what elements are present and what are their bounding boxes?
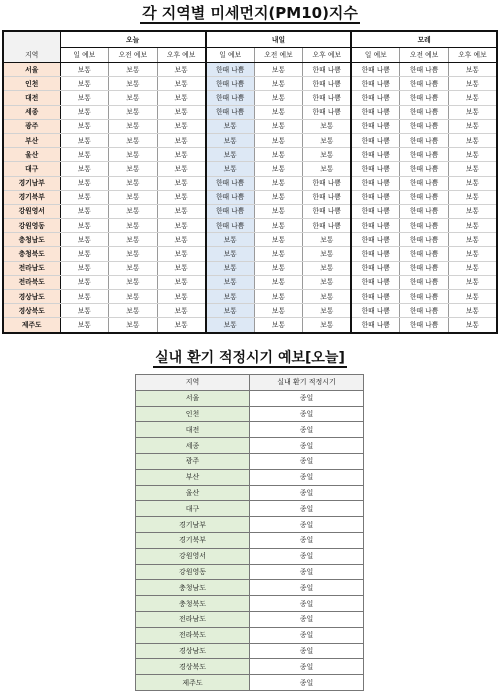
table-row: [3, 148, 497, 162]
forecast-cell: 한때 나쁨: [351, 304, 400, 318]
region-cell: 울산: [3, 148, 60, 162]
ventilation-table: [135, 374, 364, 691]
forecast-cell: 한때 나쁨: [206, 91, 255, 105]
ventilation-row: [136, 564, 364, 580]
forecast-cell: 한때 나쁨: [351, 162, 400, 176]
forecast-cell: 한때 나쁨: [400, 105, 449, 119]
forecast-cell: 보통: [109, 261, 158, 275]
forecast-cell: 보통: [206, 133, 255, 147]
forecast-cell: 한때 나쁨: [400, 204, 449, 218]
forecast-cell: 한때 나쁨: [400, 190, 449, 204]
forecast-cell: 보통: [60, 190, 109, 204]
forecast-cell: 보통: [303, 119, 352, 133]
ventilation-region-cell: 전라북도: [136, 627, 250, 643]
ventilation-row: [136, 611, 364, 627]
ventilation-row: [136, 517, 364, 533]
sub-header: 일 예보: [351, 48, 400, 63]
forecast-cell: 보통: [254, 304, 303, 318]
forecast-cell: 보통: [254, 275, 303, 289]
forecast-cell: 한때 나쁨: [351, 105, 400, 119]
forecast-cell: 보통: [157, 247, 206, 261]
forecast-cell: 한때 나쁨: [351, 204, 400, 218]
table-row: [3, 133, 497, 147]
forecast-cell: 보통: [254, 318, 303, 333]
region-header: 지역: [3, 48, 60, 63]
forecast-cell: 보통: [157, 119, 206, 133]
forecast-cell: 보통: [303, 148, 352, 162]
ventilation-region-cell: 충청남도: [136, 580, 250, 596]
table-row: [3, 290, 497, 304]
forecast-cell: 보통: [157, 91, 206, 105]
region-cell: 세종: [3, 105, 60, 119]
ventilation-value-cell: 종일: [250, 611, 364, 627]
ventilation-value-cell: 종일: [250, 469, 364, 485]
forecast-cell: 한때 나쁨: [400, 233, 449, 247]
forecast-cell: 보통: [254, 63, 303, 77]
forecast-cell: 보통: [448, 133, 497, 147]
forecast-cell: 보통: [157, 133, 206, 147]
forecast-cell: 보통: [303, 290, 352, 304]
forecast-cell: 한때 나쁨: [206, 105, 255, 119]
table-row: [3, 275, 497, 289]
forecast-cell: 보통: [157, 261, 206, 275]
ventilation-row: [136, 548, 364, 564]
forecast-cell: 한때 나쁨: [400, 91, 449, 105]
region-cell: 강원영동: [3, 219, 60, 233]
forecast-cell: 보통: [109, 63, 158, 77]
forecast-cell: 보통: [60, 162, 109, 176]
forecast-cell: 보통: [303, 275, 352, 289]
forecast-cell: 보통: [254, 133, 303, 147]
ventilation-value-cell: 종일: [250, 659, 364, 675]
forecast-cell: 한때 나쁨: [206, 190, 255, 204]
forecast-cell: 보통: [157, 290, 206, 304]
forecast-cell: 보통: [303, 233, 352, 247]
forecast-cell: 보통: [157, 318, 206, 333]
ventilation-region-cell: 강원영동: [136, 564, 250, 580]
forecast-cell: 한때 나쁨: [351, 77, 400, 91]
region-cell: 경기남부: [3, 176, 60, 190]
region-cell: 경상북도: [3, 304, 60, 318]
forecast-cell: 보통: [109, 304, 158, 318]
forecast-cell: 한때 나쁨: [351, 233, 400, 247]
forecast-cell: 보통: [303, 318, 352, 333]
ventilation-row: [136, 422, 364, 438]
forecast-cell: 보통: [60, 290, 109, 304]
forecast-cell: 보통: [157, 233, 206, 247]
forecast-cell: 보통: [60, 204, 109, 218]
ventilation-row: [136, 675, 364, 691]
sub-header: 오후 예보: [157, 48, 206, 63]
ventilation-region-cell: 서울: [136, 390, 250, 406]
group-day-after: 모레: [351, 31, 497, 48]
ventilation-region-cell: 울산: [136, 485, 250, 501]
forecast-cell: 보통: [254, 247, 303, 261]
ventilation-value-cell: 종일: [250, 532, 364, 548]
forecast-cell: 한때 나쁨: [351, 261, 400, 275]
forecast-cell: 보통: [109, 77, 158, 91]
forecast-cell: 한때 나쁨: [400, 133, 449, 147]
forecast-cell: 보통: [109, 290, 158, 304]
ventilation-region-cell: 경기북부: [136, 532, 250, 548]
ventilation-region-cell: 강원영서: [136, 548, 250, 564]
forecast-cell: 한때 나쁨: [351, 176, 400, 190]
forecast-cell: 보통: [60, 247, 109, 261]
sub-header: 오후 예보: [303, 48, 352, 63]
ventilation-value-cell: 종일: [250, 422, 364, 438]
ventilation-row: [136, 501, 364, 517]
forecast-cell: 보통: [254, 77, 303, 91]
table-row: [3, 77, 497, 91]
forecast-cell: 보통: [109, 176, 158, 190]
ventilation-header-row: [136, 375, 364, 391]
ventilation-region-cell: 세종: [136, 438, 250, 454]
forecast-cell: 보통: [157, 204, 206, 218]
forecast-cell: 보통: [254, 233, 303, 247]
forecast-cell: 보통: [157, 304, 206, 318]
ventilation-value-cell: 종일: [250, 596, 364, 612]
table-row: [3, 105, 497, 119]
ventilation-row: [136, 580, 364, 596]
forecast-cell: 보통: [109, 247, 158, 261]
ventilation-region-cell: 전라남도: [136, 611, 250, 627]
forecast-cell: 보통: [109, 275, 158, 289]
ventilation-region-cell: 경기남부: [136, 517, 250, 533]
forecast-cell: 한때 나쁨: [303, 77, 352, 91]
forecast-cell: 보통: [303, 261, 352, 275]
ventilation-value-header: 실내 환기 적정시기: [250, 375, 364, 391]
forecast-cell: 보통: [206, 119, 255, 133]
forecast-cell: 보통: [109, 318, 158, 333]
forecast-cell: 보통: [109, 133, 158, 147]
region-cell: 경상남도: [3, 290, 60, 304]
forecast-cell: 보통: [60, 219, 109, 233]
forecast-cell: 보통: [448, 119, 497, 133]
ventilation-region-header: 지역: [136, 375, 250, 391]
ventilation-row: [136, 532, 364, 548]
forecast-cell: 보통: [60, 63, 109, 77]
table-row: [3, 63, 497, 77]
forecast-cell: 보통: [206, 318, 255, 333]
ventilation-value-cell: 종일: [250, 564, 364, 580]
region-cell: 충청북도: [3, 247, 60, 261]
ventilation-row: [136, 627, 364, 643]
forecast-cell: 보통: [109, 162, 158, 176]
forecast-cell: 보통: [206, 148, 255, 162]
forecast-cell: 보통: [254, 105, 303, 119]
forecast-cell: 한때 나쁨: [206, 63, 255, 77]
forecast-cell: 보통: [109, 233, 158, 247]
header-row-subs: [3, 48, 497, 63]
forecast-cell: 보통: [448, 176, 497, 190]
table-row: [3, 219, 497, 233]
forecast-cell: 한때 나쁨: [351, 318, 400, 333]
ventilation-value-cell: 종일: [250, 406, 364, 422]
ventilation-value-cell: 종일: [250, 501, 364, 517]
forecast-cell: 한때 나쁨: [400, 318, 449, 333]
forecast-cell: 한때 나쁨: [351, 219, 400, 233]
forecast-cell: 보통: [448, 162, 497, 176]
forecast-cell: 보통: [254, 190, 303, 204]
forecast-cell: 보통: [254, 91, 303, 105]
region-cell: 서울: [3, 63, 60, 77]
ventilation-row: [136, 438, 364, 454]
ventilation-row: [136, 453, 364, 469]
forecast-cell: 보통: [157, 77, 206, 91]
forecast-cell: 보통: [206, 290, 255, 304]
ventilation-row: [136, 596, 364, 612]
table-row: [3, 91, 497, 105]
ventilation-value-cell: 종일: [250, 517, 364, 533]
forecast-cell: 보통: [206, 233, 255, 247]
forecast-cell: 보통: [206, 261, 255, 275]
region-cell: 인천: [3, 77, 60, 91]
forecast-cell: 보통: [60, 318, 109, 333]
region-cell: 대전: [3, 91, 60, 105]
table-row: [3, 233, 497, 247]
forecast-cell: 보통: [157, 275, 206, 289]
table-row: [3, 247, 497, 261]
forecast-cell: 한때 나쁨: [400, 176, 449, 190]
region-cell: 충청남도: [3, 233, 60, 247]
ventilation-region-cell: 경상북도: [136, 659, 250, 675]
forecast-cell: 보통: [448, 275, 497, 289]
forecast-cell: 보통: [303, 304, 352, 318]
ventilation-region-cell: 제주도: [136, 675, 250, 691]
forecast-cell: 한때 나쁨: [206, 77, 255, 91]
forecast-cell: 보통: [206, 247, 255, 261]
region-cell: 강원영서: [3, 204, 60, 218]
forecast-cell: 보통: [448, 318, 497, 333]
group-today: 오늘: [60, 31, 206, 48]
forecast-cell: 한때 나쁨: [303, 176, 352, 190]
ventilation-region-cell: 대구: [136, 501, 250, 517]
forecast-cell: 보통: [448, 91, 497, 105]
ventilation-value-cell: 종일: [250, 675, 364, 691]
forecast-cell: 한때 나쁨: [400, 63, 449, 77]
table-row: [3, 162, 497, 176]
forecast-cell: 보통: [157, 162, 206, 176]
forecast-cell: 한때 나쁨: [351, 275, 400, 289]
ventilation-value-cell: 종일: [250, 390, 364, 406]
corner-cell: [3, 31, 60, 48]
forecast-cell: 보통: [448, 219, 497, 233]
forecast-cell: 한때 나쁨: [303, 105, 352, 119]
forecast-cell: 보통: [157, 176, 206, 190]
forecast-cell: 보통: [448, 261, 497, 275]
forecast-cell: 한때 나쁨: [400, 148, 449, 162]
ventilation-value-cell: 종일: [250, 548, 364, 564]
forecast-cell: 한때 나쁨: [351, 133, 400, 147]
forecast-cell: 보통: [109, 119, 158, 133]
forecast-cell: 보통: [448, 247, 497, 261]
ventilation-region-cell: 부산: [136, 469, 250, 485]
forecast-cell: 보통: [157, 148, 206, 162]
forecast-cell: 보통: [448, 233, 497, 247]
table-row: [3, 119, 497, 133]
forecast-cell: 보통: [109, 105, 158, 119]
ventilation-row: [136, 659, 364, 675]
forecast-cell: 한때 나쁨: [351, 290, 400, 304]
forecast-cell: 한때 나쁨: [206, 219, 255, 233]
forecast-cell: 보통: [254, 261, 303, 275]
forecast-cell: 보통: [254, 148, 303, 162]
forecast-cell: 한때 나쁨: [400, 219, 449, 233]
table-row: [3, 318, 497, 333]
ventilation-region-cell: 광주: [136, 453, 250, 469]
forecast-title: 각 지역별 미세먼지(PM10)지수: [142, 4, 358, 22]
sub-header: 오전 예보: [109, 48, 158, 63]
forecast-cell: 보통: [448, 63, 497, 77]
pm10-forecast-table: [2, 30, 498, 334]
ventilation-region-cell: 대전: [136, 422, 250, 438]
forecast-cell: 한때 나쁨: [303, 190, 352, 204]
forecast-cell: 한때 나쁨: [303, 204, 352, 218]
forecast-cell: 보통: [60, 105, 109, 119]
forecast-cell: 보통: [60, 304, 109, 318]
region-cell: 전라남도: [3, 261, 60, 275]
sub-header: 오전 예보: [254, 48, 303, 63]
ventilation-row: [136, 406, 364, 422]
table-row: [3, 176, 497, 190]
forecast-cell: 보통: [206, 162, 255, 176]
ventilation-row: [136, 469, 364, 485]
forecast-cell: 보통: [60, 261, 109, 275]
forecast-cell: 한때 나쁨: [206, 176, 255, 190]
region-cell: 대구: [3, 162, 60, 176]
forecast-cell: 보통: [254, 204, 303, 218]
forecast-cell: 보통: [109, 148, 158, 162]
forecast-cell: 한때 나쁨: [400, 247, 449, 261]
forecast-cell: 보통: [448, 148, 497, 162]
forecast-cell: 보통: [109, 190, 158, 204]
table-row: [3, 204, 497, 218]
forecast-cell: 보통: [448, 204, 497, 218]
forecast-cell: 보통: [254, 162, 303, 176]
ventilation-row: [136, 643, 364, 659]
table-row: [3, 304, 497, 318]
forecast-cell: 한때 나쁨: [351, 148, 400, 162]
region-cell: 제주도: [3, 318, 60, 333]
ventilation-title: 실내 환기 적정시기 예보[오늘]: [155, 350, 345, 366]
forecast-cell: 보통: [157, 219, 206, 233]
ventilation-row: [136, 485, 364, 501]
forecast-cell: 보통: [109, 219, 158, 233]
forecast-cell: 한때 나쁨: [400, 77, 449, 91]
forecast-cell: 보통: [206, 275, 255, 289]
ventilation-value-cell: 종일: [250, 643, 364, 659]
ventilation-value-cell: 종일: [250, 453, 364, 469]
sub-header: 일 예보: [206, 48, 255, 63]
forecast-cell: 보통: [60, 275, 109, 289]
forecast-cell: 보통: [157, 190, 206, 204]
forecast-cell: 보통: [157, 63, 206, 77]
forecast-cell: 한때 나쁨: [303, 63, 352, 77]
forecast-cell: 한때 나쁨: [351, 119, 400, 133]
group-tomorrow: 내일: [206, 31, 352, 48]
forecast-cell: 한때 나쁨: [400, 304, 449, 318]
header-row-groups: [3, 31, 497, 48]
ventilation-region-cell: 경상남도: [136, 643, 250, 659]
region-cell: 부산: [3, 133, 60, 147]
forecast-cell: 보통: [254, 119, 303, 133]
ventilation-region-cell: 인천: [136, 406, 250, 422]
forecast-cell: 보통: [303, 162, 352, 176]
forecast-cell: 한때 나쁨: [351, 91, 400, 105]
sub-header: 오전 예보: [400, 48, 449, 63]
ventilation-value-cell: 종일: [250, 580, 364, 596]
forecast-cell: 한때 나쁨: [303, 219, 352, 233]
forecast-cell: 보통: [448, 105, 497, 119]
forecast-cell: 보통: [448, 304, 497, 318]
forecast-cell: 보통: [254, 176, 303, 190]
forecast-cell: 보통: [60, 91, 109, 105]
forecast-cell: 보통: [206, 304, 255, 318]
forecast-cell: 한때 나쁨: [400, 119, 449, 133]
ventilation-value-cell: 종일: [250, 438, 364, 454]
region-cell: 경기북부: [3, 190, 60, 204]
forecast-cell: 보통: [109, 91, 158, 105]
forecast-cell: 보통: [254, 219, 303, 233]
forecast-cell: 보통: [303, 247, 352, 261]
ventilation-region-cell: 충청북도: [136, 596, 250, 612]
region-cell: 광주: [3, 119, 60, 133]
forecast-cell: 보통: [303, 133, 352, 147]
forecast-cell: 한때 나쁨: [206, 204, 255, 218]
forecast-cell: 한때 나쁨: [351, 63, 400, 77]
forecast-cell: 보통: [60, 77, 109, 91]
forecast-cell: 한때 나쁨: [351, 190, 400, 204]
ventilation-value-cell: 종일: [250, 485, 364, 501]
forecast-cell: 보통: [60, 176, 109, 190]
table-row: [3, 261, 497, 275]
ventilation-value-cell: 종일: [250, 627, 364, 643]
table-row: [3, 190, 497, 204]
forecast-cell: 보통: [254, 290, 303, 304]
forecast-cell: 한때 나쁨: [400, 261, 449, 275]
forecast-cell: 보통: [448, 290, 497, 304]
sub-header: 일 예보: [60, 48, 109, 63]
forecast-cell: 보통: [60, 233, 109, 247]
forecast-cell: 한때 나쁨: [351, 247, 400, 261]
forecast-cell: 한때 나쁨: [400, 275, 449, 289]
forecast-cell: 보통: [448, 190, 497, 204]
forecast-cell: 보통: [109, 204, 158, 218]
forecast-cell: 보통: [60, 133, 109, 147]
sub-header: 오후 예보: [448, 48, 497, 63]
forecast-cell: 보통: [60, 148, 109, 162]
forecast-cell: 보통: [60, 119, 109, 133]
forecast-cell: 한때 나쁨: [303, 91, 352, 105]
forecast-cell: 보통: [448, 77, 497, 91]
forecast-cell: 보통: [157, 105, 206, 119]
region-cell: 전라북도: [3, 275, 60, 289]
forecast-cell: 한때 나쁨: [400, 290, 449, 304]
forecast-cell: 한때 나쁨: [400, 162, 449, 176]
ventilation-row: [136, 390, 364, 406]
